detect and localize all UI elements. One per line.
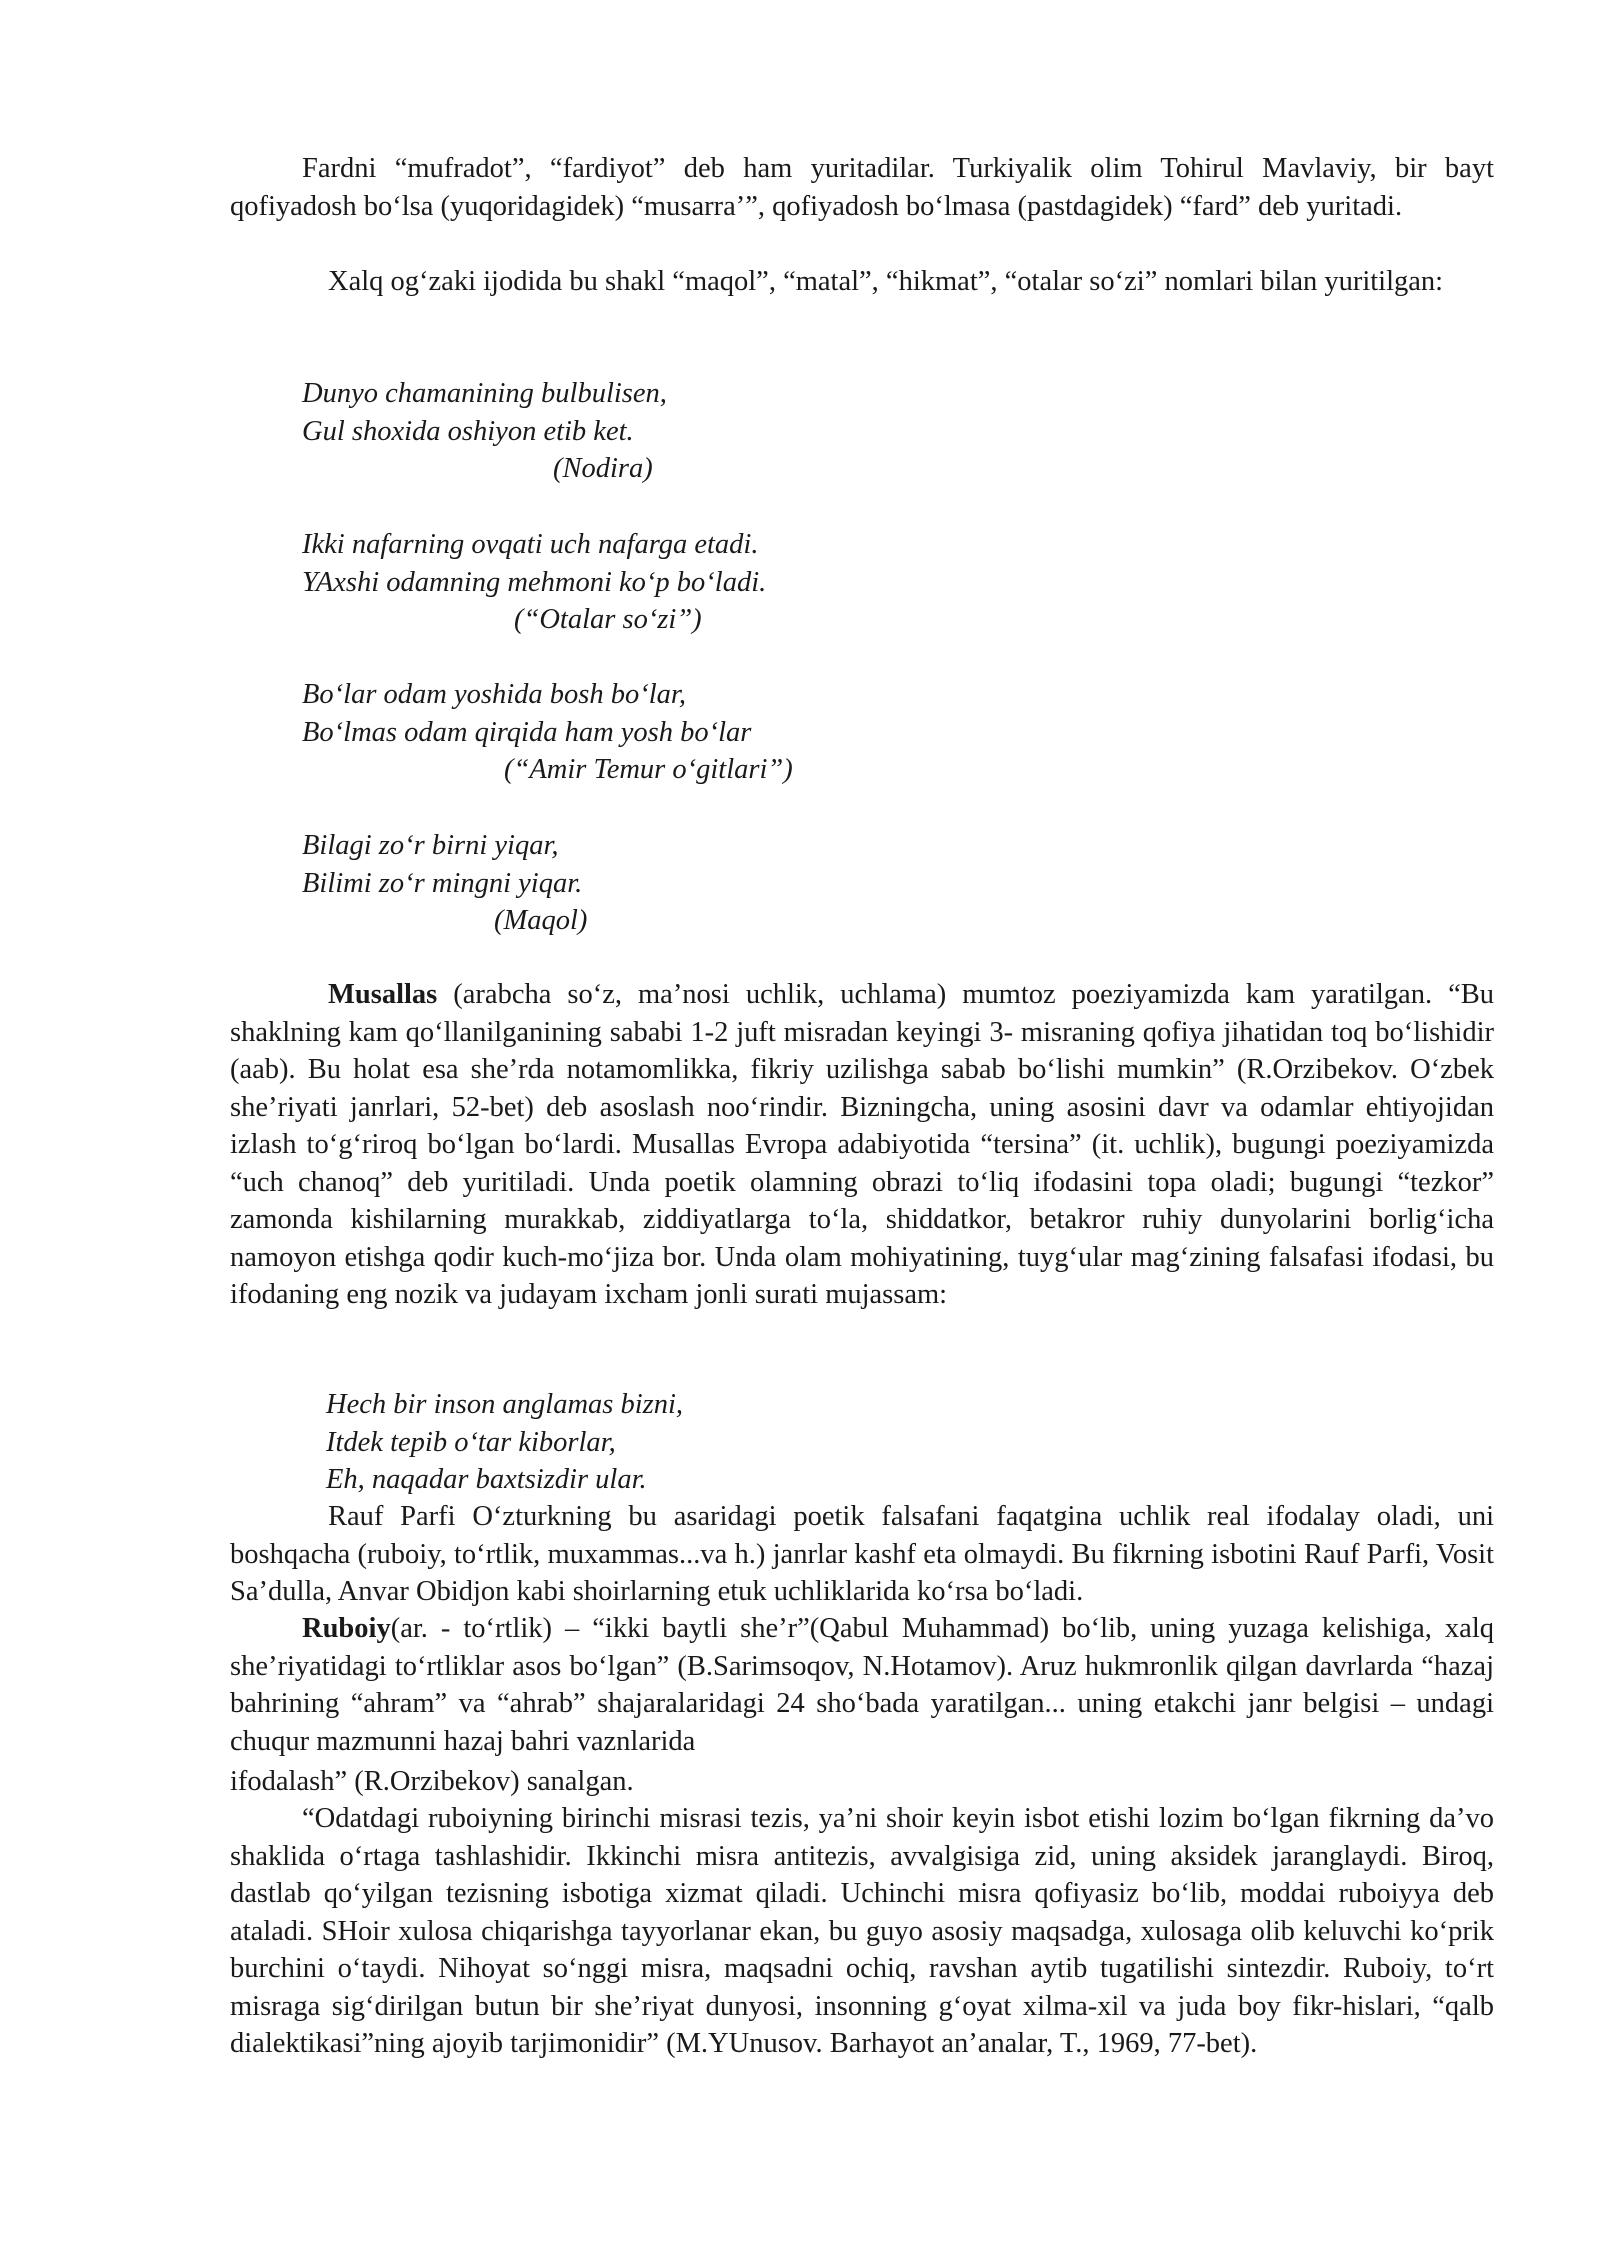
verse-source: (“Otalar so‘zi”) (514, 604, 702, 635)
verse-line: Itdek tepib o‘tar kiborlar, (326, 1426, 616, 1458)
verse-line: Bilagi zo‘r birni yiqar, (302, 830, 559, 861)
verse-nodira (302, 375, 667, 488)
paragraph-ruboiy-end: ifodalash” (R.Orzibekov) sanalgan. (230, 1766, 634, 1797)
verse-line: Eh, naqadar baxtsizdir ular. (326, 1464, 647, 1495)
verse-line: Dunyo chamanining bulbulisen, (302, 378, 667, 409)
term-ruboiy: Ruboiy (302, 1613, 391, 1644)
paragraph-text: (ar. - to‘rtlik) – “ikki baytli she’r”(Qabul Muhammad) bo‘lib, uning yuzaga kelishiga, xalq she’riyatidagi to‘rtliklar asos bo‘lgan” (B.Sarimsoqov, N.Hotamov). Aruz hukmronlik qilgan davrlarda “hazaj bahrining “ahram” va “ahrab” shajaralaridagi 24 sho‘bada yaratilgan... uning etakchi janr belgisi – undagi chuqur mazmunni hazaj bahri vaznlarida (230, 1613, 1494, 1757)
verse-line: Gul shoxida oshiyon etib ket. (302, 415, 634, 447)
paragraph-odatdagi-ruboiy: “Odatdagi ruboiyning birinchi misrasi tezis, ya’ni shoir keyin isbot etishi lozim bo‘lgan fikrning da’vo shaklida o‘rtaga tashlashidir. Ikkinchi misra antitezis, avvalgisiga zid, uning aksidek jaranglaydi. Biroq, dastlab qo‘yilgan tezisning isbotiga xizmat qiladi. Uchinchi misra qofiyasiz bo‘lib, moddai ruboiyya deb ataladi. SHoir xulosa chiqarishga tayyorlanar ekan, bu guyo asosiy maqsadga, xulosaga olib keluvchi ko‘prik burchini o‘taydi. Nihoyat so‘nggi misra, maqsadni ochiq, ravshan aytib tugatilishi sintezdir. Ruboiy, to‘rt misraga sig‘dirilgan butun bir she’riyat dunyosi, insonning g‘oyat xilma-xil va juda boy fikr-hislari, “qalb dialektikasi”ning ajoyib tarjimonidir” (M.YUnusov. Barhayot an’analar, T., 1969, 77-bet). (230, 1803, 1494, 2059)
paragraph-xalq: Xalq og‘zaki ijodida bu shakl “maqol”, “matal”, “hikmat”, “otalar so‘zi” nomlari bilan yuritilgan: (328, 266, 1444, 297)
verse-source: (Nodira) (553, 453, 653, 484)
verse-source: (“Amir Temur o‘gitlari”) (504, 754, 793, 785)
verse-line: Hech bir inson anglamas bizni, (326, 1389, 684, 1420)
verse-otalar-sozi (302, 526, 766, 639)
verse-line: Bilimi zo‘r mingni yiqar. (302, 867, 583, 899)
verse-line: Bo‘lar odam yoshida bosh bo‘lar, (302, 679, 686, 710)
verse-amir-temur (302, 676, 793, 789)
term-musallas: Musallas (328, 979, 438, 1010)
verse-rauf-parfi (326, 1386, 683, 1499)
verse-source: (Maqol) (494, 905, 588, 936)
paragraph-fard: Fardni “mufradot”, “fardiyot” deb ham yuritadilar. Turkiyalik olim Tohirul Mavlaviy, bir bayt qofiyadosh bo‘lsa (yuqoridagidek) “musarra’”, qofiyadosh bo‘lmasa (pastdagidek) “fard” deb yuritadi. (230, 153, 1494, 222)
verse-line: Bo‘lmas odam qirqida ham yosh bo‘lar (302, 716, 752, 748)
paragraph-text: (arabcha so‘z, ma’nosi uchlik, uchlama) mumtoz poeziyamizda kam yaratilgan. “Bu shaklning kam qo‘llanilganining sababi 1-2 juft misradan keyingi 3- misraning qofiya jihatidan toq bo‘lishidir (aab). Bu holat esa she’rda notamomlikka, fikriy uzilishga sabab bo‘lishi mumkin” (R.Orzibekov. O‘zbek she’riyati janrlari, 52-bet) deb asoslash noo‘rindir. Bizningcha, uning asosini davr va odamlar ehtiyojidan izlash to‘g‘riroq bo‘lgan bo‘lardi. Musallas Evropa adabiyotida “tersina” (it. uchlik), bugungi poeziyamizda “uch chanoq” deb yuritiladi. Unda poetik olamning obrazi to‘liq ifodasini topa oladi; bugungi “tezkor” zamonda kishilarning murakkab, ziddiyatlarga to‘la, shiddatkor, betakror ruhiy dunyolarini borlig‘icha namoyon etishga qodir kuch-mo‘jiza bor. Unda olam mohiyatining, tuyg‘ular mag‘zining falsafasi ifodasi, bu ifodaning eng nozik va judayam ixcham jonli surati mujassam: (230, 979, 1494, 1310)
paragraph-ruboiy (230, 1610, 1494, 1760)
paragraph-musallas (230, 976, 1494, 1314)
paragraph-rauf-parfi: Rauf Parfi O‘zturkning bu asaridagi poetik falsafani faqatgina uchlik real ifodalay oladi, uni boshqacha (ruboiy, to‘rtlik, muxammas...va h.) janrlar kashf eta olmaydi. Bu fikrning isbotini Rauf Parfi, Vosit Sa’dulla, Anvar Obidjon kabi shoirlarning etuk uchliklarida ko‘rsa bo‘ladi. (230, 1501, 1494, 1607)
document-page (230, 150, 1494, 2059)
verse-line: YAxshi odamning mehmoni ko‘p bo‘ladi. (302, 566, 767, 598)
verse-line: Ikki nafarning ovqati uch nafarga etadi. (302, 529, 759, 560)
verse-maqol (302, 827, 587, 940)
